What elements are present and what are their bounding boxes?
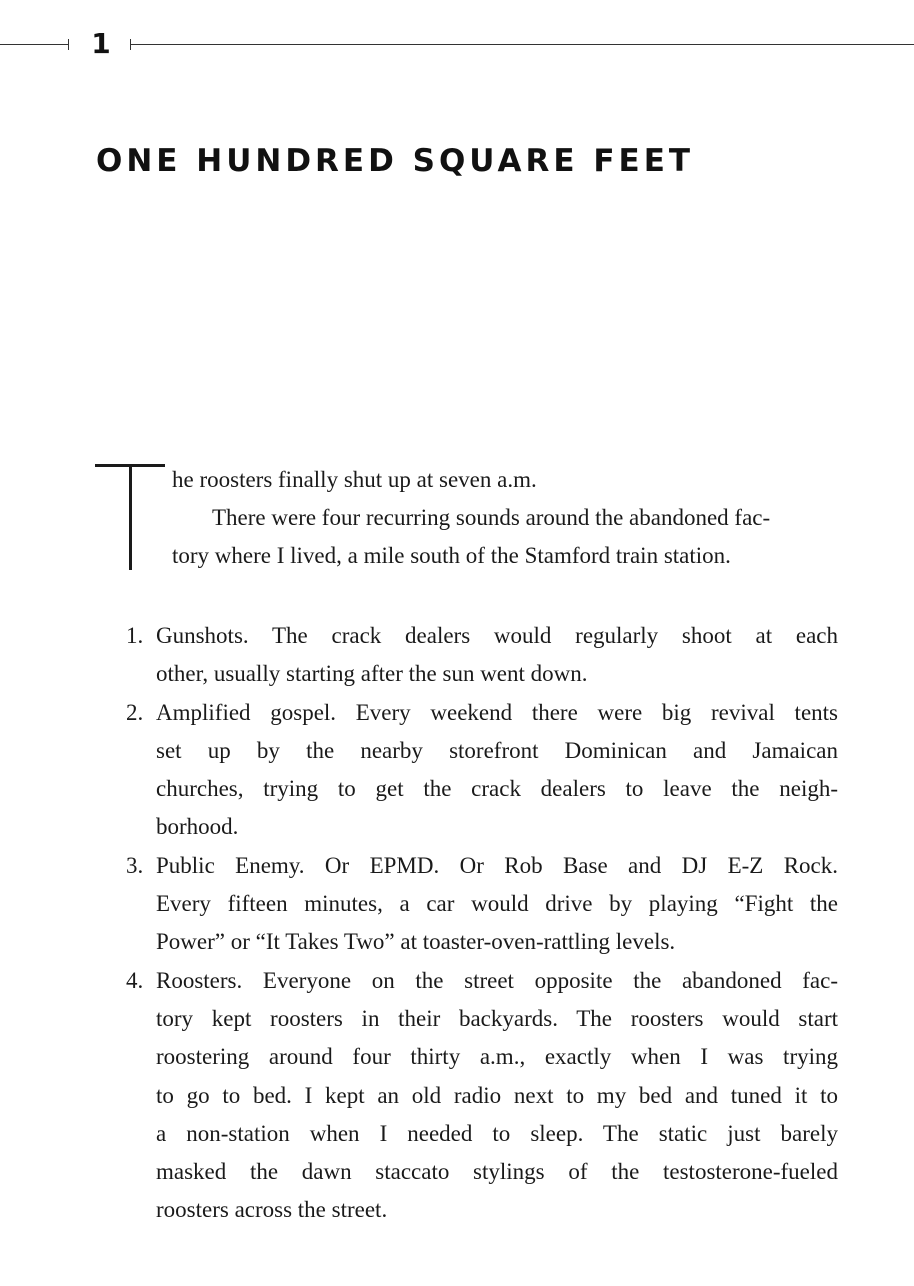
opening-paragraph-line: tory where I lived, a mile south of the Stamford train station. [172, 543, 731, 568]
list-item-line: borhood. [156, 814, 239, 840]
list-item-line: set up by the nearby storefront Dominican and Jamaican [156, 737, 838, 763]
opening-paragraphs [172, 461, 844, 575]
list-item-line: Amplified gospel. Every weekend there were big revival tents [156, 699, 838, 725]
chapter-rule-right [130, 44, 914, 45]
list-item [126, 847, 838, 962]
chapter-rule-left-tick [68, 39, 69, 50]
chapter-number: 1 [91, 27, 111, 60]
list-item-number: 3. [126, 852, 144, 878]
list-item-line: tory kept roosters in their backyards. The roosters would start [156, 1005, 838, 1031]
list-item-line: Public Enemy. Or EPMD. Or Rob Base and DJ E-Z Rock. [156, 852, 838, 878]
list-item-line: other, usually starting after the sun went down. [156, 661, 588, 687]
opening-paragraph-line: There were four recurring sounds around the abandoned fac- [212, 505, 771, 530]
drop-cap-stem [129, 464, 132, 570]
list-item [126, 617, 838, 694]
opening-first-line: he roosters finally shut up at seven a.m. [172, 467, 537, 492]
list-item-line: a non-station when I needed to sleep. The static just barely [156, 1120, 838, 1146]
sounds-list [126, 617, 838, 1230]
list-item [126, 962, 838, 1230]
list-item-number: 4. [126, 967, 144, 993]
list-item-line: churches, trying to get the crack dealers to leave the neigh- [156, 776, 838, 802]
list-item-line: Every fifteen minutes, a car would drive by playing “Fight the [156, 891, 838, 917]
list-item-line: Roosters. Everyone on the street opposite the abandoned fac- [156, 967, 838, 993]
list-item-line: Gunshots. The crack dealers would regularly shoot at each [156, 623, 838, 648]
list-item-number: 2. [126, 699, 144, 725]
list-item-line: to go to bed. I kept an old radio next to my bed and tuned it to [156, 1082, 838, 1108]
list-item-line: roostering around four thirty a.m., exactly when I was trying [156, 1044, 838, 1070]
chapter-title: ONE HUNDRED SQUARE FEET [96, 143, 695, 179]
drop-cap [95, 464, 165, 572]
list-item [126, 694, 838, 847]
list-item-line: roosters across the street. [156, 1197, 388, 1223]
list-item-number: 1. [126, 623, 144, 648]
list-item-line: masked the dawn staccato stylings of the testosterone-fueled [156, 1159, 838, 1185]
chapter-rule-left [0, 44, 68, 45]
list-item-line: Power” or “It Takes Two” at toaster-oven-rattling levels. [156, 929, 676, 955]
